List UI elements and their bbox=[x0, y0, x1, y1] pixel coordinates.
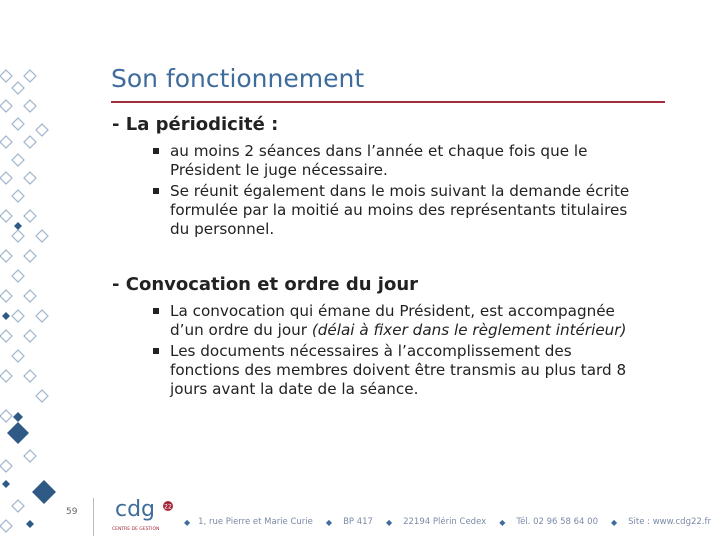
footer-address: 1, rue Pierre et Marie Curie bbox=[198, 517, 313, 527]
section-heading-convocation: - Convocation et ordre du jour bbox=[112, 274, 419, 295]
page-number: 59 bbox=[66, 507, 78, 517]
diamond-bullet-icon: ◆ bbox=[184, 517, 191, 527]
bullet-list-convocation bbox=[150, 302, 660, 401]
bullet-text-italic: (délai à fixer dans le règlement intérieur) bbox=[311, 321, 627, 339]
bullet-line: jours avant la date de la séance. bbox=[170, 380, 419, 398]
section-heading-periodicite: - La périodicité : bbox=[112, 114, 279, 135]
square-bullet-icon bbox=[153, 308, 159, 314]
list-item bbox=[150, 342, 660, 399]
footer-website: Site : www.cdg22.fr bbox=[628, 517, 711, 527]
bullet-line: La convocation qui émane du Président, est accompagnée bbox=[170, 302, 615, 320]
square-bullet-icon bbox=[153, 188, 159, 194]
bullet-list-periodicite bbox=[150, 142, 660, 241]
list-item bbox=[150, 302, 660, 340]
footer-phone: Tél. 02 96 58 64 00 bbox=[516, 517, 598, 527]
footer-city: 22194 Plérin Cedex bbox=[403, 517, 487, 527]
bullet-line: formulée par la moitié au moins des représentants titulaires bbox=[170, 201, 628, 219]
bullet-line: du personnel. bbox=[170, 220, 275, 238]
footer-contact bbox=[184, 517, 711, 527]
bullet-line: Se réunit également dans le mois suivant la demande écrite bbox=[170, 182, 630, 200]
square-bullet-icon bbox=[153, 148, 159, 154]
bullet-line: au moins 2 séances dans l’année et chaque fois que le bbox=[170, 142, 588, 160]
left-diamond-pattern bbox=[0, 60, 58, 540]
diamond-bullet-icon: ◆ bbox=[385, 517, 393, 527]
bullet-line-mixed bbox=[170, 321, 660, 340]
footer-po-box: BP 417 bbox=[343, 517, 373, 527]
logo-text: cdg bbox=[115, 497, 156, 522]
bullet-text-plain: d’un ordre du jour bbox=[170, 321, 312, 339]
list-item bbox=[150, 182, 660, 239]
diamond-bullet-icon: ◆ bbox=[499, 517, 506, 527]
bullet-line: Les documents nécessaires à l’accomplissement des bbox=[170, 342, 572, 360]
diamond-bullet-icon: ◆ bbox=[325, 517, 333, 527]
cdg-logo bbox=[110, 494, 176, 538]
logo-number: 22 bbox=[164, 503, 172, 511]
title-rule bbox=[111, 101, 665, 103]
logo-subtitle: CENTRE DE GESTION bbox=[112, 527, 160, 532]
slide-title: Son fonctionnement bbox=[111, 64, 365, 93]
diamond-bullet-icon: ◆ bbox=[610, 517, 618, 527]
bullet-line: fonctions des membres doivent être transmis au plus tard 8 bbox=[170, 361, 627, 379]
bullet-line: Président le juge nécessaire. bbox=[170, 161, 388, 179]
square-bullet-icon bbox=[153, 348, 159, 354]
footer-divider bbox=[93, 498, 94, 536]
list-item bbox=[150, 142, 660, 180]
